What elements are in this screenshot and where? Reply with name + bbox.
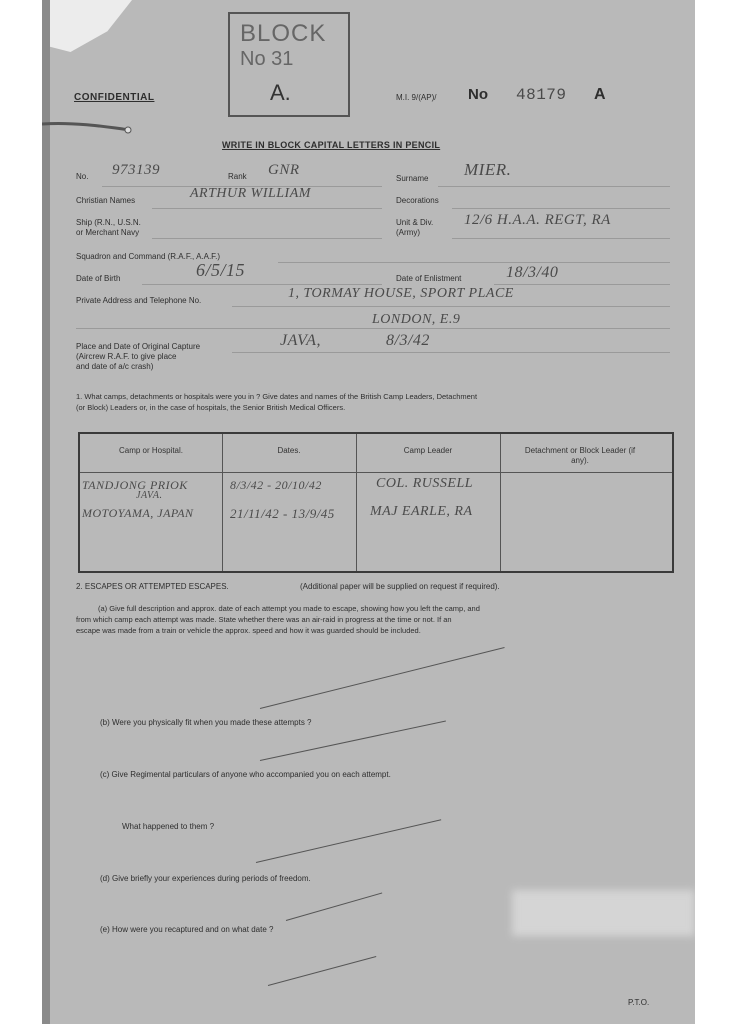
squadron-label: Squadron and Command (R.A.F., A.A.F.)	[76, 252, 221, 261]
capture-label-3: and date of a/c crash)	[76, 362, 154, 371]
table-row-1-dates: 8/3/42 - 20/10/42	[230, 478, 322, 492]
ship-label-1: Ship (R.N., U.S.N.	[76, 218, 141, 227]
question1-line1: 1. What camps, detachments or hospitals were you in ? Give dates and names of the British Camp Leaders, Detachment	[76, 392, 478, 401]
question2c-followup: What happened to them ?	[122, 822, 215, 831]
question2-title: 2. ESCAPES OR ATTEMPTED ESCAPES.	[76, 582, 229, 591]
no-value: 973139	[112, 162, 160, 178]
table-row-1-leader: COL. RUSSELL	[376, 476, 474, 491]
ref-number: 48179	[516, 86, 567, 104]
question2a-line2: from which camp each attempt was made. State whether there was an air-raid in progress at the time or not. If an	[76, 615, 452, 624]
table-row-2-dates: 21/11/42 - 13/9/45	[230, 506, 335, 521]
ship-label-2: or Merchant Navy	[76, 228, 140, 237]
question2c: (c) Give Regimental particulars of anyone who accompanied you on each attempt.	[100, 770, 391, 779]
dob-label: Date of Birth	[76, 274, 121, 283]
pto-label: P.T.O.	[628, 998, 650, 1007]
table-row-2-leader: MAJ EARLE, RA	[370, 504, 473, 519]
camps-table	[78, 432, 674, 573]
question2a-line3: escape was made from a train or vehicle the approx. speed and how it was guarded should be included.	[76, 626, 421, 635]
block-stamp	[228, 12, 350, 117]
table-row-1-camp2: JAVA.	[136, 490, 163, 501]
question2b: (b) Were you physically fit when you made these attempts ?	[100, 718, 312, 727]
capture-label-2: (Aircrew R.A.F. to give place	[76, 352, 177, 361]
christian-names-value: ARTHUR WILLIAM	[190, 186, 311, 201]
address-label: Private Address and Telephone No.	[76, 296, 202, 305]
ref-prefix: M.I. 9/(AP)/	[396, 93, 437, 102]
ref-no-label: No	[468, 86, 488, 103]
enlistment-label: Date of Enlistment	[396, 274, 462, 283]
surname-value: MIER.	[464, 160, 512, 179]
unit-value: 12/6 H.A.A. REGT, RA	[464, 212, 611, 228]
dob-value: 6/5/15	[196, 260, 246, 280]
capture-label-1: Place and Date of Original Capture	[76, 342, 201, 351]
camps-header-leader: Camp Leader	[403, 446, 453, 455]
camps-header-dates: Dates.	[277, 446, 301, 455]
capture-date: 8/3/42	[386, 332, 430, 349]
question2a-line1: (a) Give full description and approx. date of each attempt you made to escape, showing how you left the camp, and	[98, 604, 480, 613]
question2-note: (Additional paper will be supplied on request if required).	[300, 582, 500, 591]
camps-header-camp: Camp or Hospital.	[118, 446, 184, 455]
table-row-2-camp: MOTOYAMA, JAPAN	[82, 506, 194, 520]
address-line1: 1, TORMAY HOUSE, SPORT PLACE	[288, 286, 514, 301]
christian-names-label: Christian Names	[76, 196, 136, 205]
question2e: (e) How were you recaptured and on what date ?	[100, 925, 274, 934]
block-stamp-line2: No 31	[240, 48, 294, 70]
binding-edge	[42, 0, 50, 1024]
camps-header-detachment: Detachment or Block Leader (if any).	[524, 446, 636, 465]
address-line2: LONDON, E.9	[372, 312, 461, 327]
rank-label: Rank	[228, 172, 247, 181]
decorations-label: Decorations	[396, 196, 439, 205]
paper-smudge	[512, 890, 695, 936]
no-label: No.	[76, 172, 89, 181]
question1-line2: (or Block) Leaders or, in the case of hospitals, the Senior British Medical Officers.	[76, 403, 346, 412]
confidential-label: CONFIDENTIAL	[74, 92, 155, 103]
torn-corner	[50, 0, 132, 52]
pencil-instruction: WRITE IN BLOCK CAPITAL LETTERS IN PENCIL	[222, 140, 441, 150]
surname-label: Surname	[396, 174, 429, 183]
block-stamp-line1: BLOCK	[240, 20, 327, 47]
enlistment-value: 18/3/40	[506, 264, 559, 281]
table-row-1-camp: TANDJONG PRIOK	[82, 478, 188, 492]
unit-label-1: Unit & Div.	[396, 218, 434, 227]
unit-label-2: (Army)	[396, 228, 420, 237]
form-page	[42, 0, 695, 1024]
question2d: (d) Give briefly your experiences during periods of freedom.	[100, 874, 311, 883]
treasury-tag-string	[42, 120, 134, 134]
capture-place: JAVA,	[280, 332, 321, 349]
rank-value: GNR	[268, 162, 300, 178]
block-stamp-line3: A.	[270, 80, 291, 105]
ref-suffix: A	[594, 86, 606, 103]
